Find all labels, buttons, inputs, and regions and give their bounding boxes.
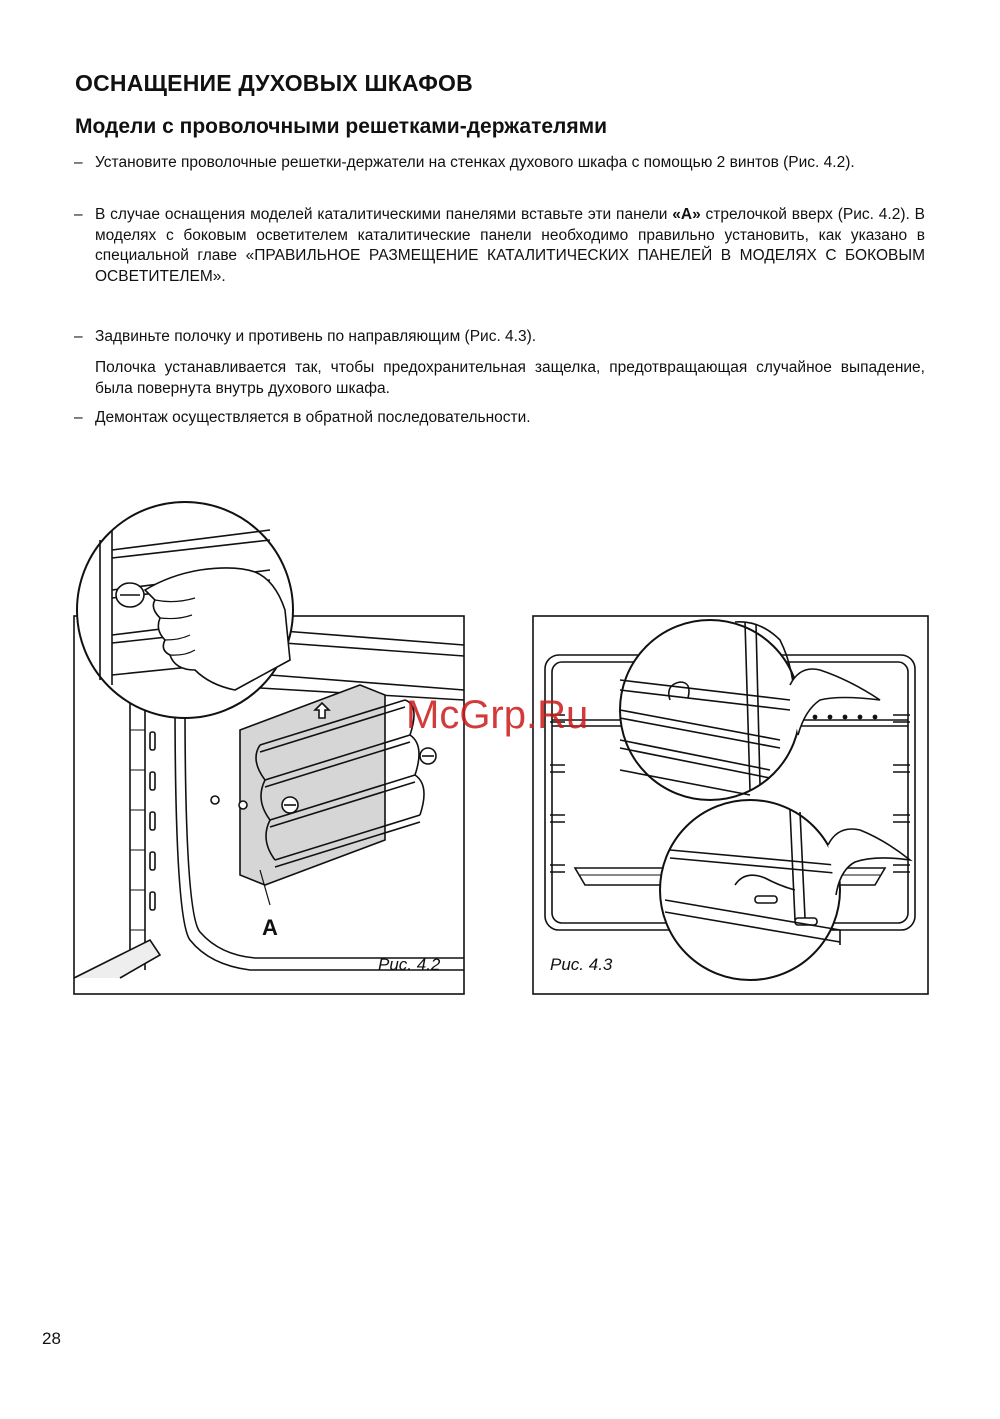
section-subtitle: Модели с проволочными решетками-держателями — [75, 115, 608, 138]
watermark-text: McGrp.Ru — [406, 693, 589, 737]
instruction-install-racks: – Установите проволочные решетки-держатели на стенках духового шкафа с помощью 2 винтов (Рис. 4.2). — [95, 153, 925, 174]
figure-4-3 — [520, 600, 940, 1005]
watermark-logo — [400, 690, 620, 750]
panel-label-a-figure: A — [262, 915, 278, 940]
instruction-slide-shelf: – Задвиньте полочку и противень по направляющим (Рис. 4.3). — [95, 327, 925, 348]
instruction-catalytic-panels — [95, 205, 925, 287]
figure-4-2 — [60, 500, 480, 1005]
catalytic-text-end: стрелочкой вверх (Рис. 4.2). В моделях с боковым осветителем каталитические панели необходимо правильно установить, как указано в специальной главе «ПРАВИЛЬНОЕ РАЗМЕЩЕНИЕ КАТАЛИТИЧЕСКИХ ПАНЕЛЕЙ В МОДЕЛЯХ С БОКОВЫМ ОСВЕТИТЕЛЕМ». — [95, 206, 925, 285]
figure-4-3-caption: Рис. 4.3 — [550, 955, 613, 974]
page-number: 28 — [42, 1329, 61, 1348]
shelf-latch-note: Полочка устанавливается так, чтобы предохранительная защелка, предотвращающая случайное выпадение, была повернута внутрь духового шкафа. — [95, 359, 925, 397]
page-title: ОСНАЩЕНИЕ ДУХОВЫХ ШКАФОВ — [75, 70, 473, 96]
panel-label-a: «А» — [672, 206, 701, 223]
figure-4-2-caption: Рис. 4.2 — [378, 955, 441, 974]
catalytic-text-start: В случае оснащения моделей каталитическими панелями вставьте эти панели — [95, 206, 673, 223]
instruction-removal: – Демонтаж осуществляется в обратной последовательности. — [95, 408, 925, 429]
